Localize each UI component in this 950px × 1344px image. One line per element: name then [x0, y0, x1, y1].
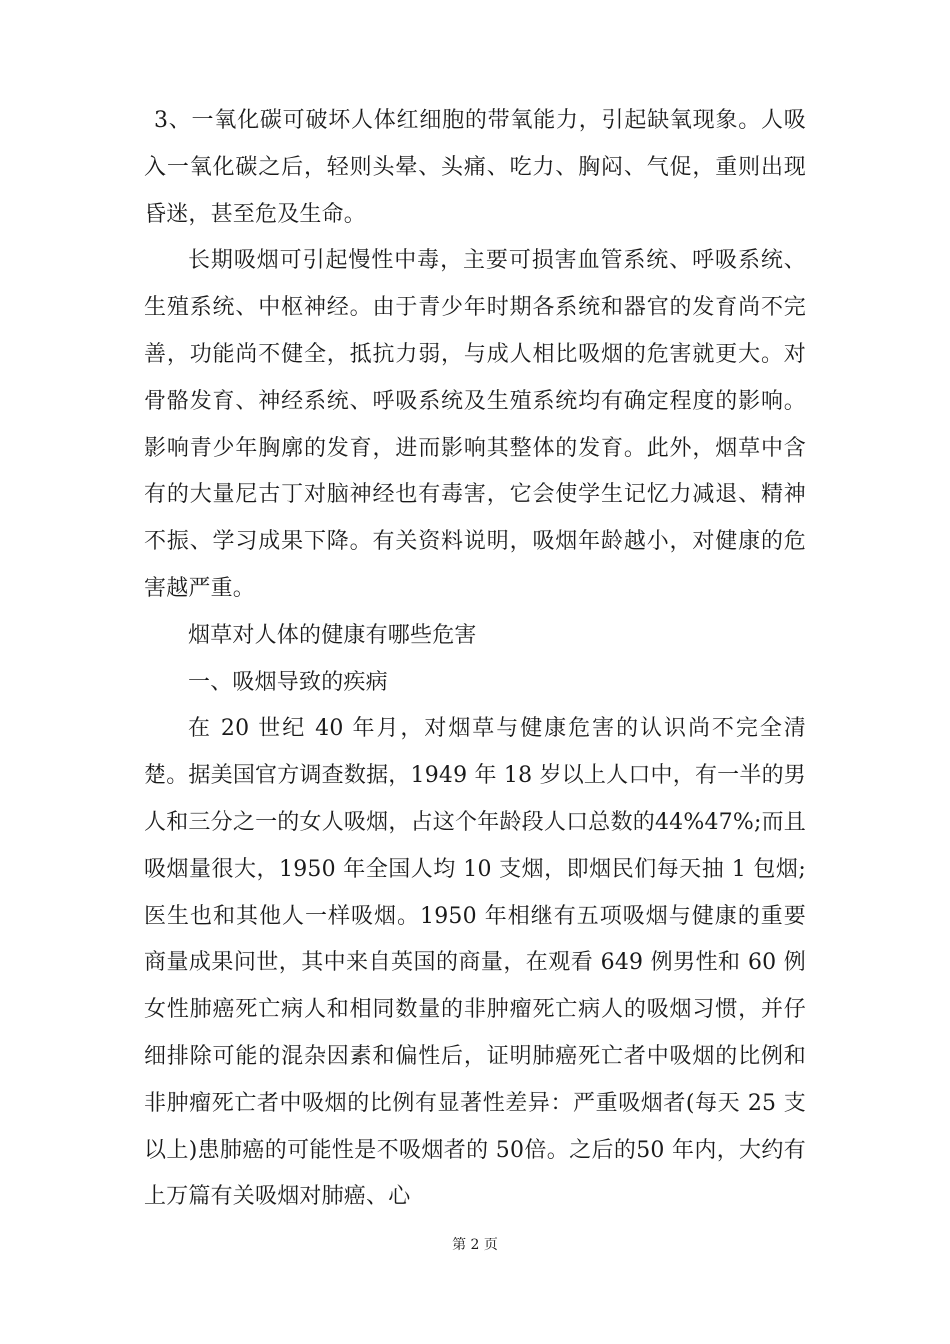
page-number: 第 2 页	[452, 1237, 498, 1253]
subsection-heading: 一、吸烟导致的疾病	[188, 669, 388, 695]
paragraph-carbon-monoxide: 3、一氧化碳可破坏人体红细胞的带氧能力，引起缺氧现象。人吸入一氧化碳之后，轻则头晕、头痛、吃力、胸闷、气促，重则出现昏迷，甚至危及生命。	[144, 108, 806, 227]
section-heading: 烟草对人体的健康有哪些危害	[188, 622, 477, 648]
paragraph-chronic-poisoning: 长期吸烟可引起慢性中毒，主要可损害血管系统、呼吸系统、生殖系统、中枢神经。由于青少年时期各系统和器官的发育尚不完善，功能尚不健全，抵抗力弱，与成人相比吸烟的危害就更大。对骨骼发育、神经系统、呼吸系统及生殖系统均有确定程度的影响。影响青少年胸廓的发育，进而影响其整体的发育。此外，烟草中含有的大量尼古丁对脑神经也有毒害，它会使学生记忆力减退、精神不振、学习成果下降。有关资料说明，吸烟年龄越小，对健康的危害越严重。	[144, 248, 806, 601]
document-body	[144, 98, 806, 1221]
paragraph-history: 在 20 世纪 40 年月，对烟草与健康危害的认识尚不完全清楚。据美国官方调查数据，1949 年 18 岁以上人口中，有一半的男人和三分之一的女人吸烟，占这个年龄段人口总数的44%47%;而且吸烟量很大，1950 年全国人均 10 支烟，即烟民们每天抽 1 包烟;医生也和其他人一样吸烟。1950 年相继有五项吸烟与健康的重要商量成果问世，其中来自英国的商量，在观看 649 例男性和 60 例女性肺癌死亡病人和相同数量的非肿瘤死亡病人的吸烟习惯，并仔细排除可能的混杂因素和偏性后，证明肺癌死亡者中吸烟的比例和非肿瘤死亡者中吸烟的比例有显著性差异：严重吸烟者(每天 25 支以上)患肺癌的可能性是不吸烟者的 50倍。之后的50 年内，大约有上万篇有关吸烟对肺癌、心	[144, 716, 806, 1210]
